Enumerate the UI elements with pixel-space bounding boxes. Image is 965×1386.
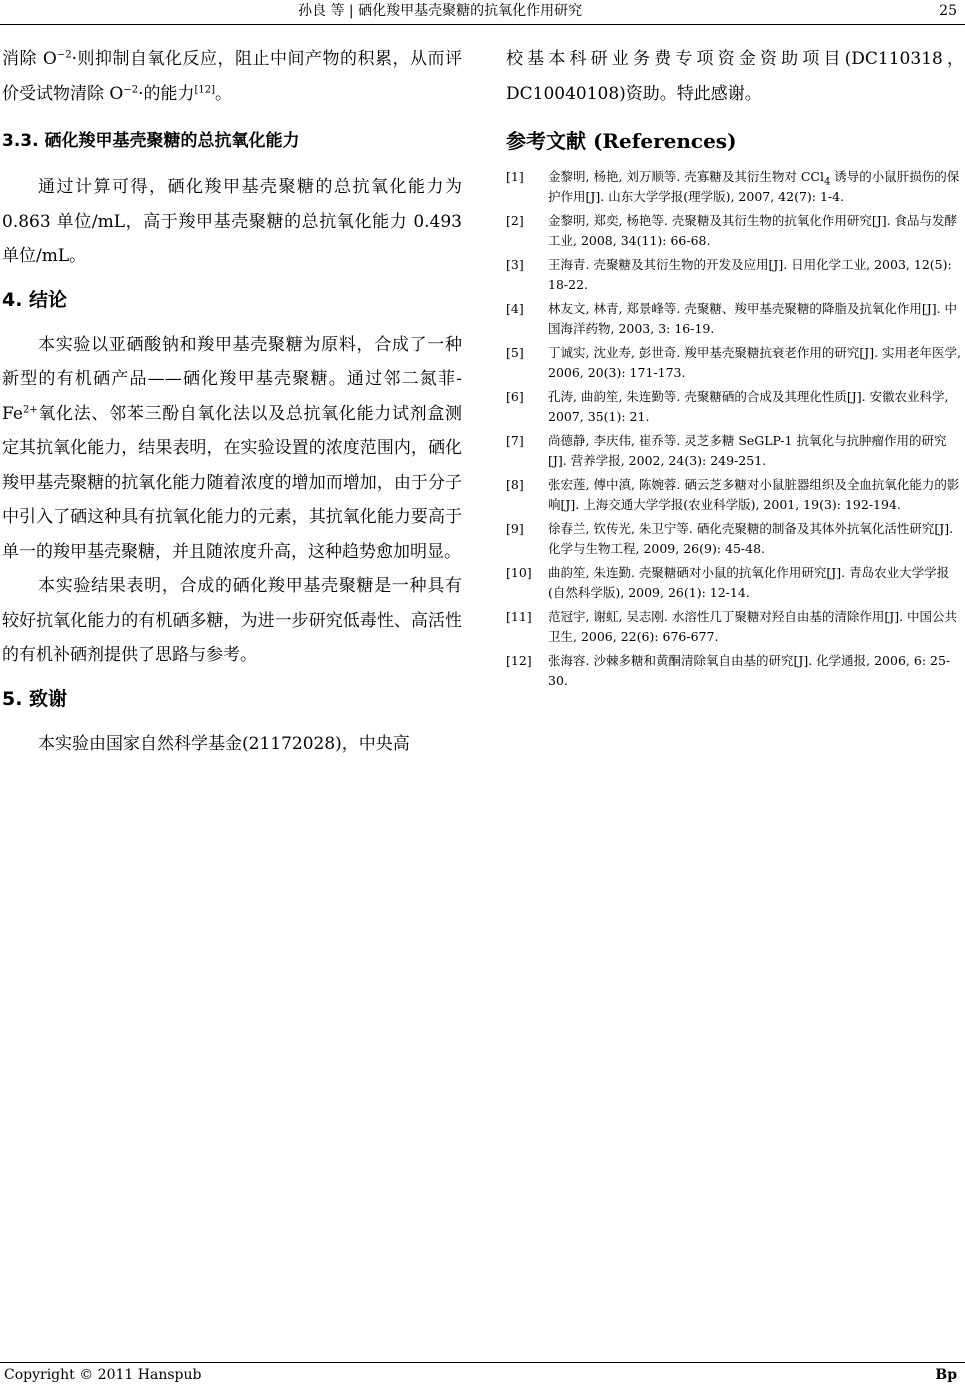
reference-item: [12] 张海容. 沙棘多糖和黄酮清除氧自由基的研究[J]. 化学通报, 2006, 6: 25-30. <box>506 653 951 688</box>
reference-item: [3] 王海青. 壳聚糖及其衍生物的开发及应用[J]. 日用化学工业, 2003, 12(5): 18-22. <box>506 257 952 292</box>
footer-rule <box>0 1362 965 1363</box>
paragraph-conclusion-2: 本实验结果表明，合成的硒化羧甲基壳聚糖是一种具有较好抗氧化能力的有机硒多糖，为进一步研究低毒性、高活性的有机补硒剂提供了思路与参考。 <box>2 576 462 665</box>
reference-item: [4] 林友文, 林青, 郑景峰等. 壳聚糖、羧甲基壳聚糖的降脂及抗氧化作用[J]. 中国海洋药物, 2003, 3: 16-19. <box>506 301 958 336</box>
paragraph-acknowledgement: 本实验由国家自然科学基金(21172028)，中央高 <box>38 733 410 754</box>
running-title: 孙良 等 | 硒化羧甲基壳聚糖的抗氧化作用研究 <box>298 3 583 19</box>
journal-abbreviation: Bp <box>935 1367 957 1383</box>
paragraph-continued: 消除 $O^{-2}\cdot$则抑制自氧化反应，阻止中间产物的积累，从而评价受试物清除 $O^{-2}\cdot$的能力[12]。 <box>2 49 462 104</box>
reference-item: [5] 丁诚实, 沈业寿, 彭世奇. 羧甲基壳聚糖抗衰老作用的研究[J]. 实用老年医学, 2006, 20(3): 171-173. <box>506 345 962 380</box>
reference-item: [1] 金黎明, 杨艳, 刘万顺等. 壳寡糖及其衍生物对 CCl$_4$ 诱导的小鼠肝损伤的保护作用[J]. 山东大学学报(理学版), 2007, 42(7): 1-4. <box>506 169 960 204</box>
right-column <box>506 42 964 695</box>
reference-item: [2] 金黎明, 郑奕, 杨艳等. 壳聚糖及其衍生物的抗氧化作用研究[J]. 食品与发酵工业, 2008, 34(11): 66-68. <box>506 213 958 248</box>
reference-item: [7] 尚德静, 李庆伟, 崔乔等. 灵芝多糖 SeGLP-1 抗氧化与抗肿瘤作用的研究[J]. 营养学报, 2002, 24(3): 249-251. <box>506 433 947 468</box>
paragraph-total-antioxidant: 通过计算可得，硒化羧甲基壳聚糖的总抗氧化能力为 0.863 单位/mL，高于羧甲基壳聚糖的总抗氧化能力 0.493 单位/mL。 <box>2 177 462 266</box>
reference-item: [8] 张宏莲, 傅中滇, 陈婉蓉. 硒云芝多糖对小鼠脏器组织及全血抗氧化能力的影响[J]. 上海交通大学学报(农业科学版), 2001, 19(3): 192-194. <box>506 477 960 512</box>
reference-item: [11] 范冠宇, 谢虹, 吴志刚. 水溶性几丁聚糖对羟自由基的清除作用[J]. 中国公共卫生, 2006, 22(6): 676-677. <box>506 609 958 644</box>
reference-item: [6] 孔涛, 曲韵笙, 朱连勤等. 壳聚糖硒的合成及其理化性质[J]. 安徽农业科学, 2007, 35(1): 21. <box>506 389 949 424</box>
reference-item: [10] 曲韵笙, 朱连勤. 壳聚糖硒对小鼠的抗氧化作用研究[J]. 青岛农业大学学报(自然科学版), 2009, 26(1): 12-14. <box>506 565 950 600</box>
header-rule <box>0 24 965 25</box>
paragraph-acknowledgement-continued: 校基本科研业务费专项资金资助项目(DC110318，DC10040108)资助。特此感谢。 <box>506 49 964 104</box>
copyright-notice: Copyright © 2011 Hanspub <box>4 1367 202 1383</box>
section-heading-acknowledgement: 5. 致谢 <box>2 687 68 710</box>
section-heading-3-3: 3.3. 硒化羧甲基壳聚糖的总抗氧化能力 <box>2 131 300 151</box>
paragraph-conclusion-1: 本实验以亚硒酸钠和羧甲基壳聚糖为原料，合成了一种新型的有机硒产品——硒化羧甲基壳聚糖。通过邻二氮菲$-Fe^{2+}$氧化法、邻苯三酚自氧化法以及总抗氧化能力试剂盒测定其抗氧化能力，结果表明，在实验设置的浓度范围内，硒化羧甲基壳聚糖的抗氧化能力随着浓度的增加而增加，由于分子中引入了硒这种具有抗氧化能力的元素，其抗氧化能力要高于单一的羧甲基壳聚糖，并且随浓度升高，这种趋势愈加明显。 <box>2 334 462 562</box>
reference-list <box>506 167 964 691</box>
citation-12: [12] <box>194 83 216 95</box>
page-header <box>0 0 965 22</box>
references-heading: 参考文献 (References) <box>506 129 737 153</box>
page-number: 25 <box>939 3 957 19</box>
section-heading-conclusion: 4. 结论 <box>2 288 68 311</box>
reference-item: [9] 徐春兰, 钦传光, 朱卫宁等. 硒化壳聚糖的制备及其体外抗氧化活性研究[J]. 化学与生物工程, 2009, 26(9): 45-48. <box>506 521 954 556</box>
left-column <box>2 42 462 761</box>
